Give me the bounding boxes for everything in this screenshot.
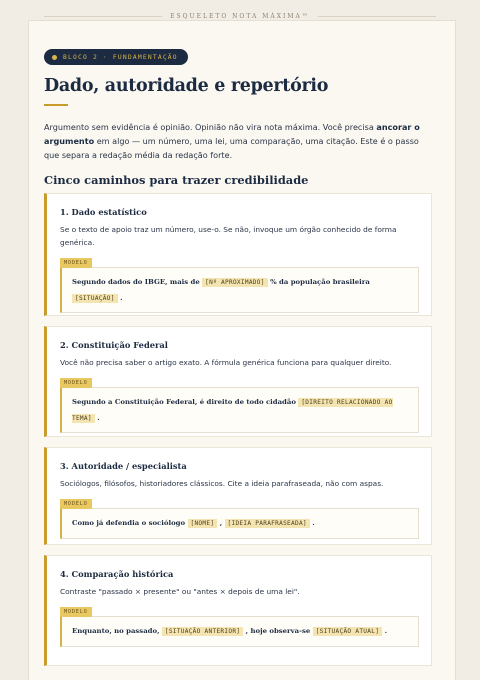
- model-text: .: [309, 519, 315, 527]
- model-text: Segundo dados do IBGE, mais de: [72, 278, 203, 286]
- page-title: Dado, autoridade e repertório: [44, 76, 329, 96]
- model-text: .: [117, 293, 123, 302]
- path-card-constitution: [44, 326, 432, 437]
- placeholder: [SITUAÇÃO]: [72, 294, 118, 303]
- placeholder: [NOME]: [188, 519, 218, 528]
- model-label: MODELO: [60, 258, 92, 268]
- card-title: 2. Constituição Federal: [60, 340, 168, 350]
- model-text: ,: [217, 519, 225, 527]
- bullet-dot-icon: [52, 55, 57, 60]
- card-description: Você não precisa saber o artigo exato. A fórmula genérica funciona para qualquer direito.: [60, 358, 392, 367]
- intro-paragraph: [44, 120, 436, 162]
- card-title: 3. Autoridade / especialista: [60, 461, 187, 471]
- card-title: 1. Dado estatístico: [60, 207, 147, 217]
- placeholder: [IDEIA PARAFRASEADA]: [225, 519, 310, 528]
- model-text: , hoje observa-se: [243, 627, 313, 635]
- intro-text-1: Argumento sem evidência é opinião. Opinião não vira nota máxima. Você precisa: [44, 122, 377, 132]
- model-label: MODELO: [60, 607, 92, 617]
- model-example: [60, 267, 419, 313]
- card-description: Sociólogos, filósofos, historiadores clássicos. Cite a ideia parafraseada, não com aspas.: [60, 479, 384, 488]
- path-card-historical: [44, 555, 432, 666]
- block-tag: [44, 49, 188, 65]
- intro-emphasis: ancorar o argumento: [44, 122, 420, 146]
- model-text: Como já defendia o sociólogo: [72, 519, 188, 527]
- model-example: [60, 387, 419, 433]
- card-description: Se o texto de apoio traz um número, use-o. Se não, invoque um órgão conhecido de forma genérica.: [60, 225, 397, 247]
- card-description: Contraste "passado × presente" ou "antes × depois de uma lei".: [60, 587, 300, 596]
- path-card-statistic: [44, 193, 432, 316]
- model-text: Segundo a Constituição Federal, é direito de todo cidadão: [72, 398, 299, 406]
- placeholder: [Nº APROXIMADO]: [202, 278, 268, 287]
- card-title: 4. Comparação histórica: [60, 569, 174, 579]
- model-text: .: [382, 627, 387, 635]
- model-text: .: [94, 413, 100, 422]
- placeholder: [DIREITO RELACIONADO AO TEMA]: [72, 399, 393, 422]
- section-title: Cinco caminhos para trazer credibilidade: [44, 173, 309, 187]
- block-tag-label: BLOCO 2 · FUNDAMENTAÇÃO: [63, 53, 178, 61]
- intro-text-2: em algo — um número, uma lei, uma comparação, uma citação. Este é o passo que separa a redação média da redação forte.: [44, 136, 419, 160]
- running-head: ESQUELETO NOTA MÁXIMA™: [0, 13, 480, 20]
- model-text: % da população brasileira: [267, 278, 370, 286]
- model-label: MODELO: [60, 378, 92, 388]
- model-example: [60, 508, 419, 539]
- model-example: [60, 616, 419, 647]
- path-card-authority: [44, 447, 432, 545]
- title-underline: [44, 104, 68, 106]
- placeholder: [SITUAÇÃO ATUAL]: [313, 627, 383, 636]
- model-label: MODELO: [60, 499, 92, 509]
- model-text: Enquanto, no passado,: [72, 627, 162, 635]
- placeholder: [SITUAÇÃO ANTERIOR]: [162, 627, 243, 636]
